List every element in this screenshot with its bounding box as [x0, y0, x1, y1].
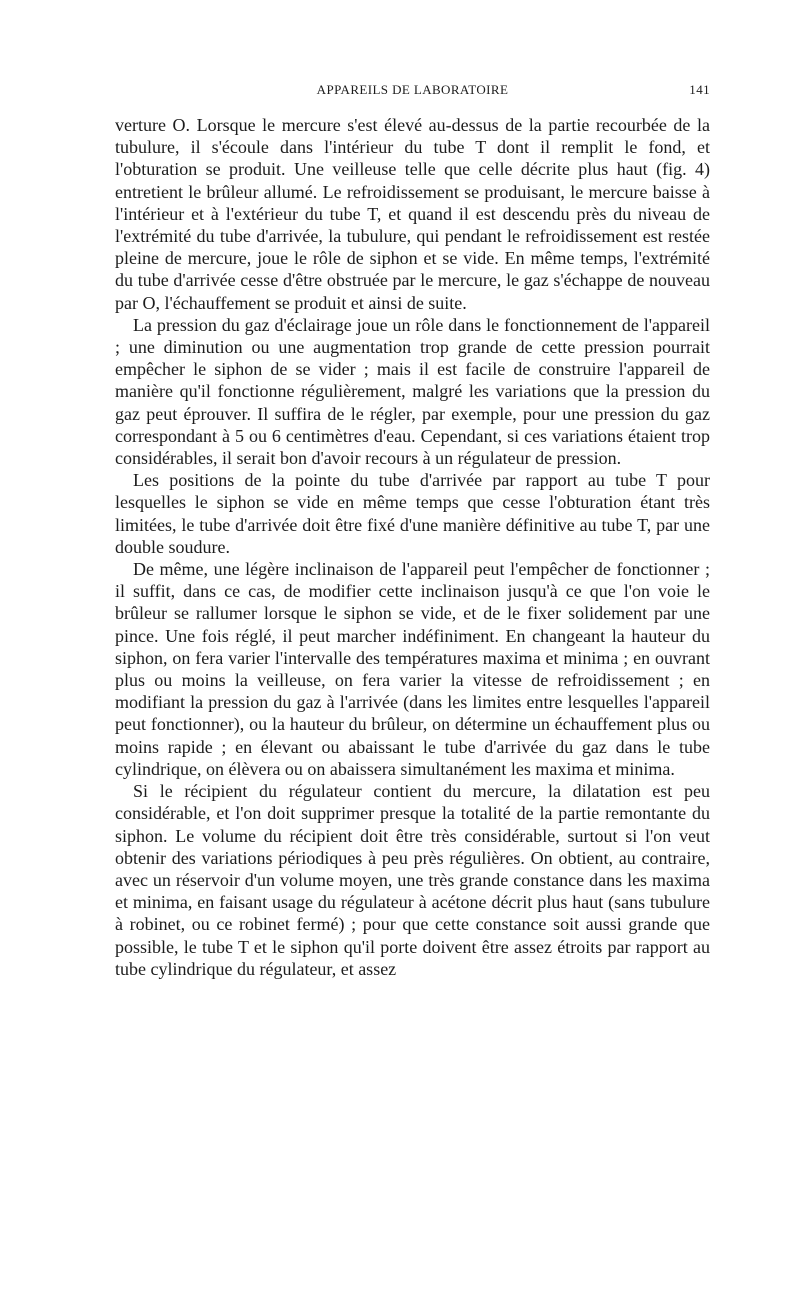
paragraph-tube-positions: Les positions de la pointe du tube d'arrivée par rapport au tube T pour lesquelles le siphon se vide en même temps que cesse l'obturation étant très limitées, le tube d'arrivée doit être fixé d'une manière définitive au tube T, par une double soudure. [115, 470, 710, 557]
paragraph-inclination: De même, une légère inclinaison de l'appareil peut l'empêcher de fonctionner ; il suffit, dans ce cas, de modifier cette inclinaison jusqu'à ce que l'on voie le brûleur se rallumer lorsque le siphon se vide, et de le fixer solidement par une pince. Une fois réglé, il peut marcher indéfiniment. En changeant la hauteur du siphon, on fera varier l'intervalle des températures maxima et minima ; en ouvrant plus ou moins la veilleuse, on fera varier la vitesse de refroidissement ; en modifiant la pression du gaz à l'arrivée (dans les limites entre lesquelles l'appareil peut fonctionner), ou la hauteur du brûleur, on détermine un échauffement plus ou moins rapide ; en élevant ou abaissant le tube d'arrivée du gaz dans le tube cylindrique, on élèvera ou on abaissera simultanément les maxima et minima. [115, 559, 710, 779]
page-number: 141 [689, 82, 710, 97]
paragraph-continuation: verture O. Lorsque le mercure s'est élevé au-dessus de la partie recourbée de la tubulure, il s'écoule dans l'intérieur du tube T dont il remplit le fond, et l'obturation se produit. Une veilleuse telle que celle décrite plus haut (fig. 4) entretient le brûleur allumé. Le refroidissement se produisant, le mercure baisse à l'intérieur et à l'extérieur du tube T, et quand il est descendu près du niveau de l'extrémité du tube d'arrivée, la tubulure, qui pendant le refroidissement est restée pleine de mercure, joue le rôle de siphon et se vide. En même temps, l'extrémité du tube d'arrivée cesse d'être obstruée par le mercure, le gaz s'échappe de nouveau par O, l'échauffement se produit et ainsi de suite. [115, 115, 710, 313]
running-header [115, 82, 710, 102]
paragraph-mercury-regulator: Si le récipient du régulateur contient du mercure, la dilatation est peu considérable, et l'on doit supprimer presque la totalité de la partie remontante du siphon. Le volume du récipient doit être très considérable, surtout si l'on veut obtenir des variations périodiques à peu près régulières. On obtient, au contraire, avec un réservoir d'un volume moyen, une très grande constance dans les maxima et minima, en faisant usage du régulateur à acétone décrit plus haut (sans tubulure à robinet, ou ce robinet fermé) ; pour que cette constance soit aussi grande que possible, le tube T et le siphon qu'il porte doivent être assez étroits par rapport au tube cylindrique du régulateur, et assez [115, 781, 710, 979]
body-text [115, 114, 710, 980]
running-title: APPAREILS DE LABORATOIRE [316, 82, 509, 97]
paragraph-gas-pressure: La pression du gaz d'éclairage joue un rôle dans le fonctionnement de l'appareil ; une diminution ou une augmentation trop grande de cette pression pourrait empêcher le siphon de se vider ; mais il est facile de construire l'appareil de manière qu'il fonctionne régulièrement, malgré les variations que la pression du gaz peut éprouver. Il suffira de le régler, par exemple, pour une pression du gaz correspondant à 5 ou 6 centimètres d'eau. Cependant, si ces variations étaient trop considérables, il serait bon d'avoir recours à un régulateur de pression. [115, 314, 710, 469]
